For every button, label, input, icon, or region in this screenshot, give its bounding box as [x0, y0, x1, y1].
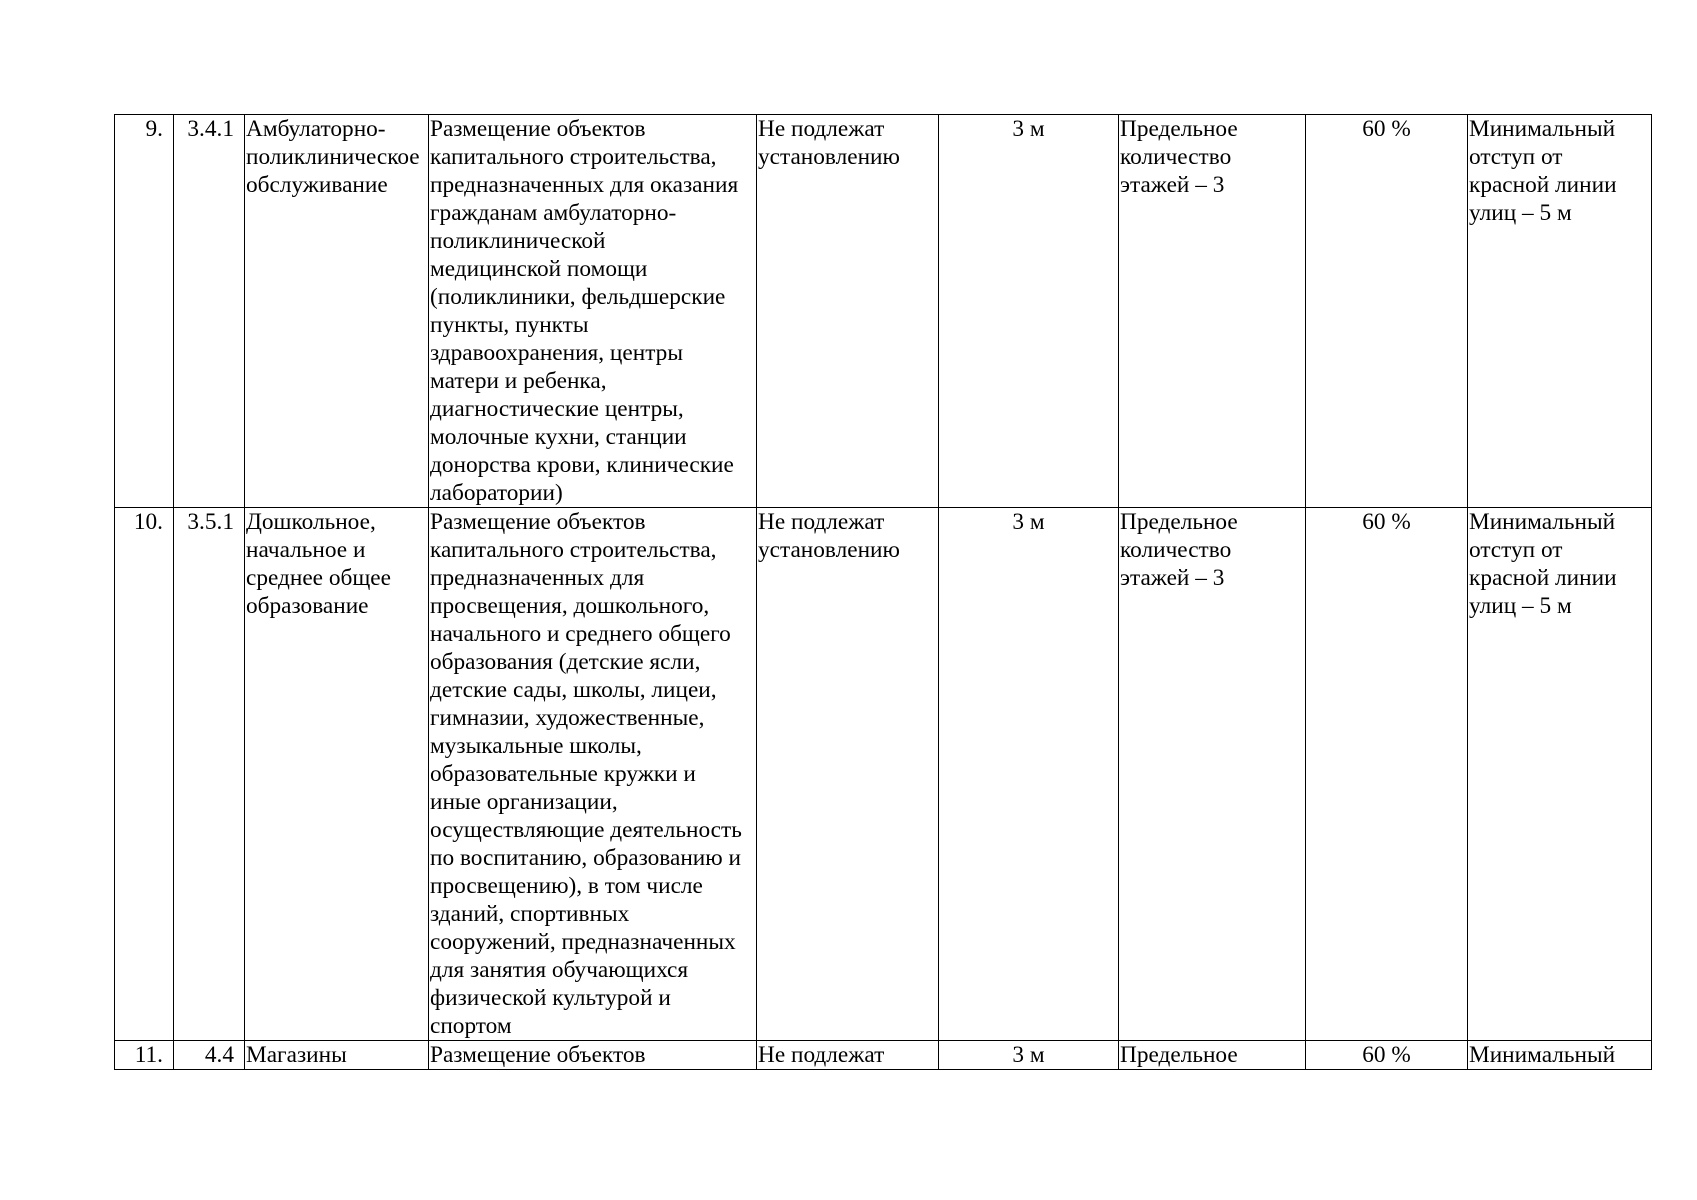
min-setback: 3 м	[939, 1041, 1119, 1070]
max-coverage: 60 %	[1306, 1041, 1468, 1070]
use-code: 3.5.1	[174, 508, 245, 1041]
max-coverage: 60 %	[1306, 508, 1468, 1041]
use-description: Размещение объектов капитального строительства, предназначенных для просвещения, дошкольного, начального и среднего общего образования (детские ясли, детские сады, школы, лицеи, гимназии, художественные, музыкальные школы, образовательные кружки и иные организации, осуществляющие деятельность по воспитанию, образованию и просвещению), в том числе зданий, спортивных сооружений, предназначенных для занятия обучающихся физической культурой и спортом	[429, 508, 757, 1041]
plot-size: Не подлежат установлению	[757, 508, 939, 1041]
max-coverage: 60 %	[1306, 115, 1468, 508]
min-setback: 3 м	[939, 508, 1119, 1041]
plot-size: Не подлежат установлению	[757, 115, 939, 508]
max-floors: Предельное	[1119, 1041, 1306, 1070]
extra-restrictions: Минимальный отступ от красной линии улиц – 5 м	[1468, 508, 1652, 1041]
row-number: 10.	[115, 508, 174, 1041]
plot-size: Не подлежат	[757, 1041, 939, 1070]
table-row	[115, 1041, 1652, 1070]
min-setback: 3 м	[939, 115, 1119, 508]
extra-restrictions: Минимальный отступ от красной линии улиц – 5 м	[1468, 115, 1652, 508]
row-number: 11.	[115, 1041, 174, 1070]
table-row	[115, 115, 1652, 508]
zoning-regulations-table	[114, 114, 1652, 1070]
use-code: 4.4	[174, 1041, 245, 1070]
use-description: Размещение объектов	[429, 1041, 757, 1070]
max-floors: Предельное количество этажей – 3	[1119, 115, 1306, 508]
use-name: Амбулаторно- поликлиническое обслуживание	[245, 115, 429, 508]
row-number: 9.	[115, 115, 174, 508]
use-name: Магазины	[245, 1041, 429, 1070]
table-row	[115, 508, 1652, 1041]
use-name: Дошкольное, начальное и среднее общее образование	[245, 508, 429, 1041]
use-code: 3.4.1	[174, 115, 245, 508]
max-floors: Предельное количество этажей – 3	[1119, 508, 1306, 1041]
extra-restrictions: Минимальный	[1468, 1041, 1652, 1070]
use-description: Размещение объектов капитального строительства, предназначенных для оказания гражданам амбулаторно- поликлинической медицинской помощи (поликлиники, фельдшерские пункты, пункты здравоохранения, центры матери и ребенка, диагностические центры, молочные кухни, станции донорства крови, клинические лаборатории)	[429, 115, 757, 508]
